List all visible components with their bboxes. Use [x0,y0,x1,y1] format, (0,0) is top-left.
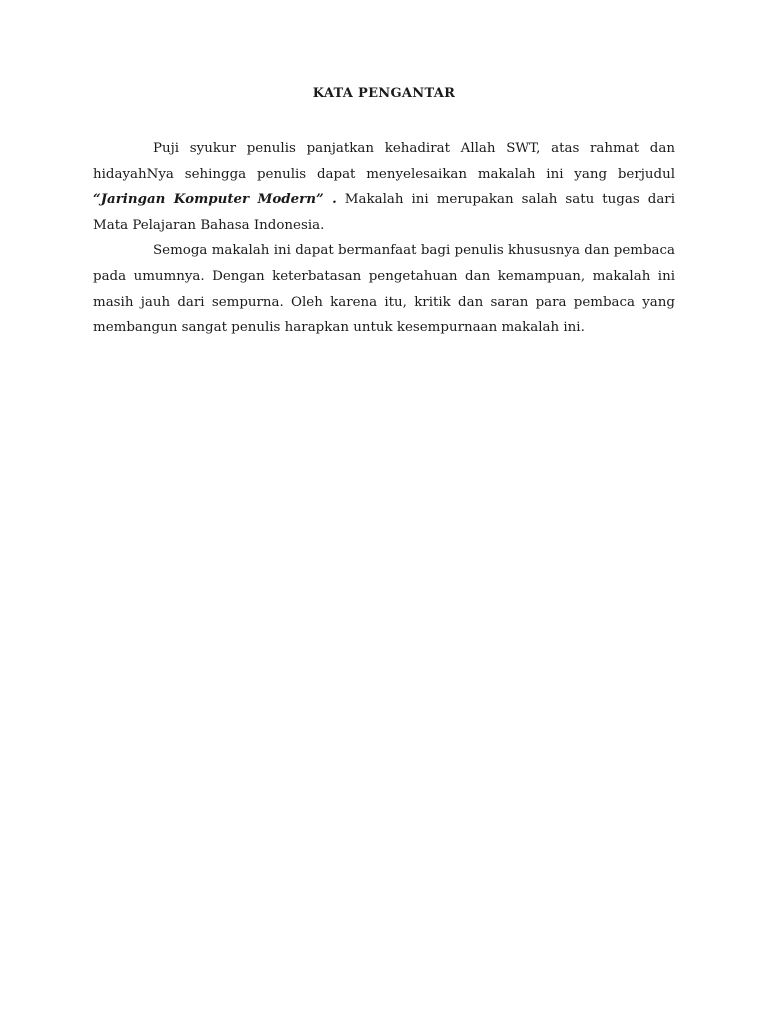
paragraph-intro-text: Puji syukur penulis panjatkan kehadirat Allah SWT, atas rahmat dan hidayahNya sehingga penulis dapat menyelesaikan makalah ini yang berjudul [93,141,675,182]
page-title: KATA PENGANTAR [312,86,456,101]
paragraph-closing: Semoga makalah ini dapat bermanfaat bagi penulis khususnya dan pembaca pada umumnya. Dengan keterbatasan pengetahuan dan kemampuan, makalah ini masih jauh dari sempurna. Oleh karena itu, kritik dan saran para pembaca yang membangun sangat penulis harapkan untuk kesempurnaan makalah ini. [93,243,675,336]
paragraph-intro [93,136,675,238]
paragraph-intro-text-end: Makalah ini merupakan salah satu tugas dari Mata Pelajaran Bahasa Indonesia. [93,192,675,233]
document-body [93,136,675,341]
paper-title-emphasis: “Jaringan Komputer Modern” . [93,191,337,208]
